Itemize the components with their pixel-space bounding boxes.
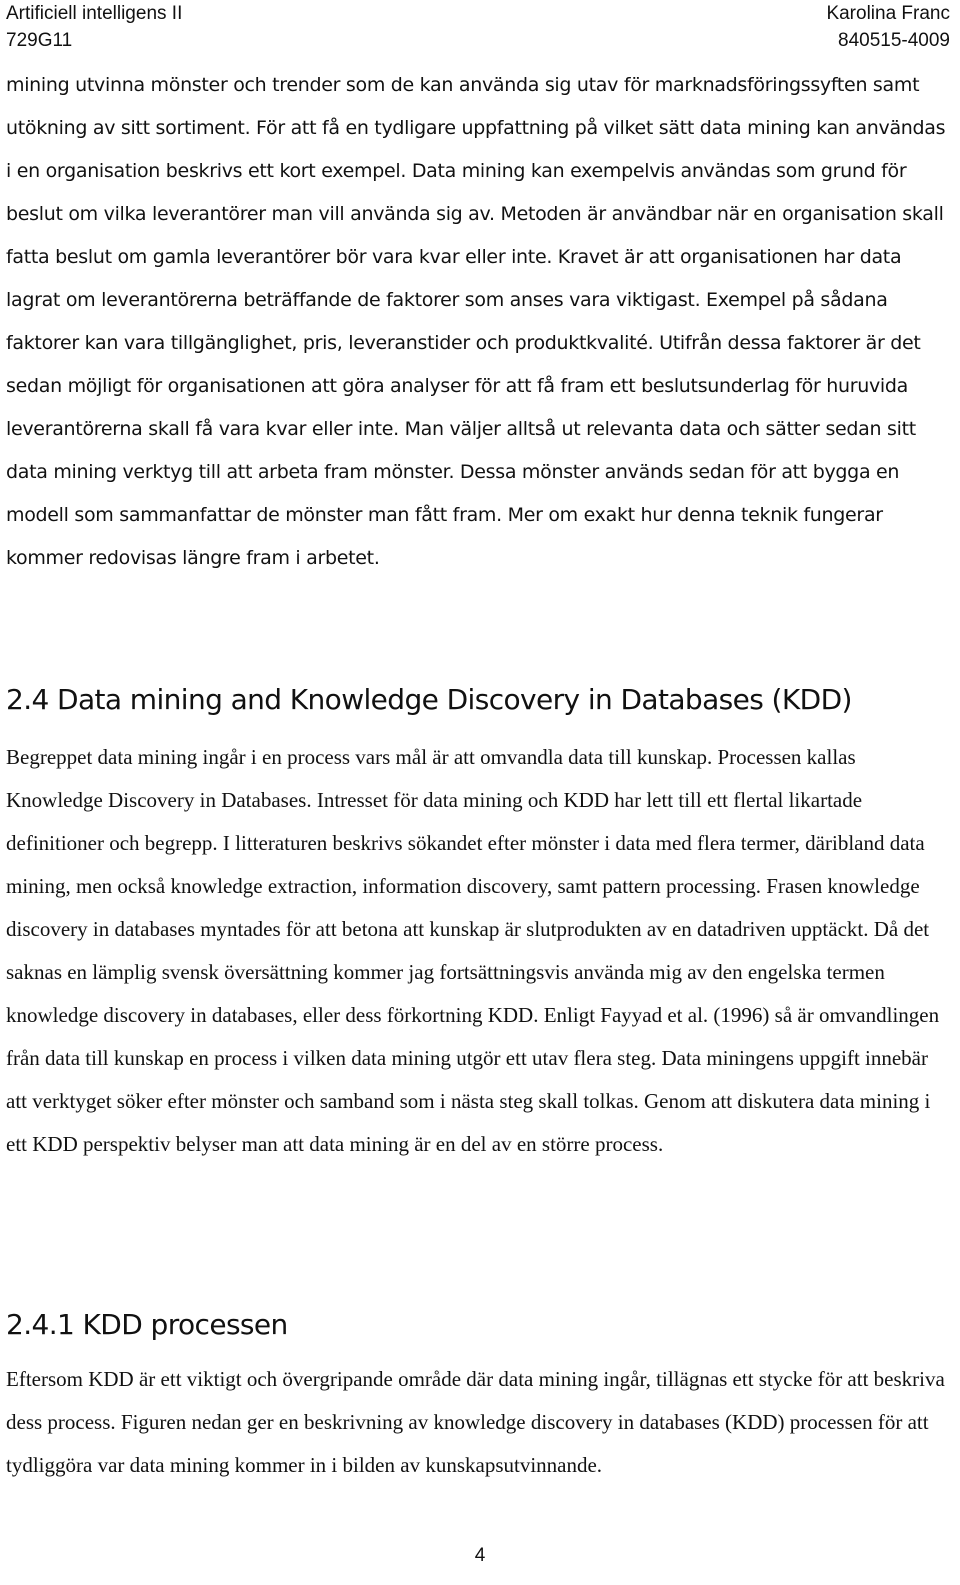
paragraph-process: Eftersom KDD är ett viktigt och övergripande område där data mining ingår, tillägnas ett stycke för att beskriva dess process. Figuren nedan ger en beskrivning av knowledge discovery in databases (KDD) processen för att tydliggöra var data mining kommer in i bilden av kunskapsutvinnande. [6,1367,945,1477]
course-code: 729G11 [6,30,73,51]
section-heading: 2.4 Data mining and Knowledge Discovery in Databases (KDD) [6,683,852,716]
paragraph-kdd: Begreppet data mining ingår i en process vars mål är att omvandla data till kunskap. Processen kallas Knowledge Discovery in Databases. Intresset för data mining och KDD har lett till ett flertal likartade definitioner och begrepp. I litteraturen beskrivs sökandet efter mönster i data med flera termer, däribland data mining, men också knowledge extraction, information discovery, samt pattern processing. Frasen knowledge discovery in databases myntades för att betona att kunskap är slutprodukten av en datadriven upptäckt. Då det saknas en lämplig svensk översättning kommer jag fortsättningsvis använda mig av den engelska termen knowledge discovery in databases, eller dess förkortning KDD. Enligt Fayyad et al. (1996) så är omvandlingen från data till kunskap en process i vilken data mining utgör ett utav flera steg. Data miningens uppgift innebär att verktyget söker efter mönster och samband som i nästa steg skall tolkas. Genom att diskutera data mining i ett KDD perspektiv belyser man att data mining är en del av en större process. [6,745,940,1156]
subsection-heading: 2.4.1 KDD processen [6,1308,288,1341]
header-left [6,0,182,54]
author-id: 840515-4009 [838,30,950,51]
course-name: Artificiell intelligens II [6,3,183,24]
page-number: 4 [474,1545,486,1566]
author-name: Karolina Franc [826,3,950,24]
paragraph-intro: mining utvinna mönster och trender som de kan använda sig utav för marknadsföringssyften samt utökning av sitt sortiment. För att få en tydligare uppfattning på vilket sätt data mining kan användas i en organisation beskrivs ett kort exempel. Data mining kan exempelvis användas som grund för beslut om vilka leverantörer man vill använda sig av. Metoden är användbar när en organisation skall fatta beslut om gamla leverantörer bör vara kvar eller inte. Kravet är att organisationen har data lagrat om leverantörerna beträffande de faktorer som anses vara viktigast. Exempel på sådana faktorer kan vara tillgänglighet, pris, leveranstider och produktkvalité. Utifrån dessa faktorer är det sedan möjligt för organisationen att göra analyser för att få fram ett beslutsunderlag för huruvida leverantörerna skall få vara kvar eller inte. Man väljer alltså ut relevanta data och sätter sedan sitt data mining verktyg till att arbeta fram mönster. Dessa mönster används sedan för att bygga en modell som sammanfattar de mönster man fått fram. Mer om exakt hur denna teknik fungerar kommer redovisas längre fram i arbetet. [6,74,946,569]
header-right [826,0,950,54]
